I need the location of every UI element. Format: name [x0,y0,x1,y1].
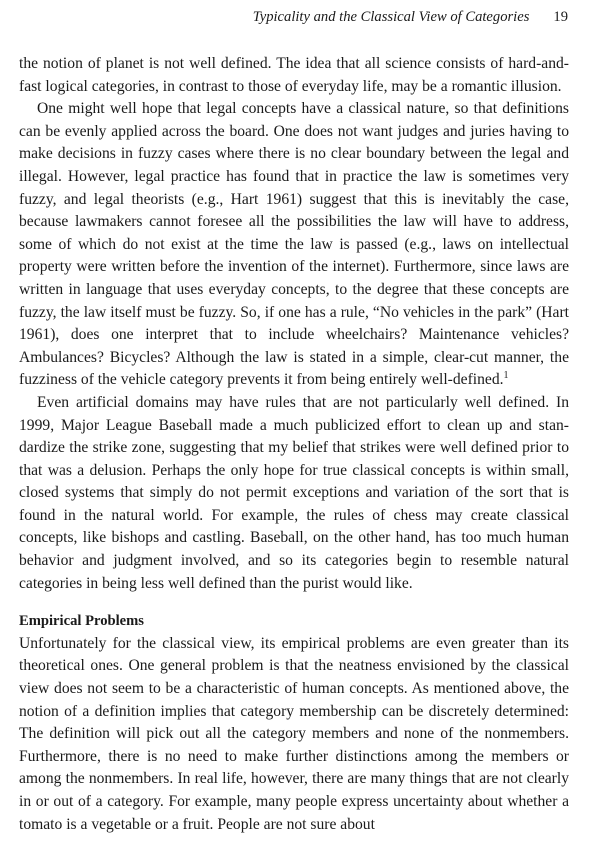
paragraph-text: the notion of planet is not well defined. The idea that all science consists of hard-and-fast logical categories, in contrast to those of everyday life, may be a romantic illusion. [19,55,569,95]
paragraph-empirical-problems [19,633,569,836]
footnote-marker[interactable]: 1 [503,370,509,382]
body-text [19,53,569,836]
paragraph-continued [19,53,569,98]
section-heading: Empirical Problems [19,613,144,630]
running-head-title: Typicality and the Classical View of Categories [252,9,530,25]
paragraph-text: Even artificial domains may have rules that are not particularly well defined. In 1999, Major League Baseball made a much publicized effort to clean up and standardize the strike zone, suggesting that my belief that strikes were well defined prior to that was a delusion. Perhaps the only hope for true classical concepts is within small, closed systems that simply do not permit exceptions and variation of the sort that is found in the natural world. For example, the rules of chess may create classical concepts, like bishops and castling. Baseball, on the other hand, has too much human behavior and judgment involved, and so its categories begin to resemble natural categories in being less well defined than the purist would like. [19,393,569,592]
paragraph-text: One might well hope that legal concepts have a classical nature, so that definitions can be evenly applied across the board. One does not want judges and juries having to make decisions in fuzzy cases where there is no clear boundary between the legal and illegal. However, legal practice has found that in practice the law is sometimes very fuzzy, and legal theorists (e.g., Hart 1961) suggest that this is inevitably the case, because lawmakers cannot foresee all the possibilities the law will have to address, some of which do not exist at the time the law is passed (e.g., laws on intellectual property were written before the invention of the internet). Furthermore, since laws are written in language that uses everyday concepts, to the degree that these concepts are fuzzy, the law itself must be fuzzy. So, if one has a rule, “No vehicles in the park” (Hart 1961), does one interpret that to include wheelchairs? Maintenance vehicles? Ambulances? Bicycles? Although the law is stated in a simple, clear-cut manner, the fuzziness of the vehicle category prevents it from being entirely well-defined. [19,100,569,389]
paragraph-text: Unfortunately for the classical view, its empirical problems are even greater than its theoretical ones. One general problem is that the neatness envisioned by the classical view does not seem to be a characteristic of human concepts. As mentioned above, the notion of a definition implies that category membership can be discretely determined: The definition will pick out all the category members and none of the nonmembers. Furthermore, there is no need to make further distinctions among the members or among the nonmembers. In real life, however, there are many things that are not clearly in or out of a category. For example, many people express uncertainty about whether a tomato is a vegetable or a fruit. People are not sure about [19,634,569,833]
paragraph-legal-concepts [19,98,569,392]
paragraph-artificial-domains [19,392,569,595]
page-number: 19 [553,9,568,25]
running-head [253,9,568,26]
